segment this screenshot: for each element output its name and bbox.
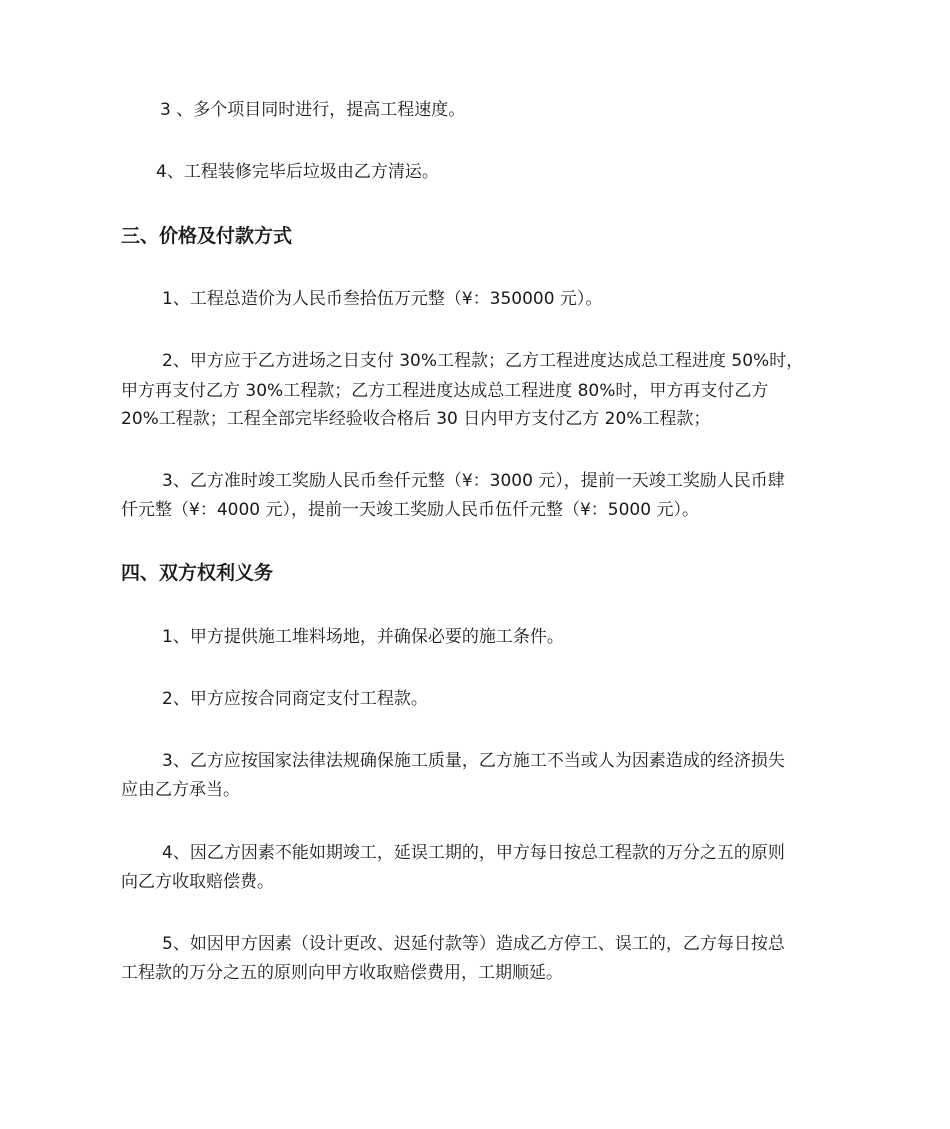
section-3-title: 三、价格及付款方式 xyxy=(121,225,293,247)
section-3-paragraph-2-line-1: 2、甲方应于乙方进场之日支付 30%工程款；乙方工程进度达成总工程进度 50%时， xyxy=(162,351,804,371)
section-3-paragraph-2-line-2: 甲方再支付乙方 30%工程款；乙方工程进度达成总工程进度 80%时，甲方再支付乙方 xyxy=(121,381,769,401)
section-4-paragraph-5-line-1: 5、如因甲方因素（设计更改、迟延付款等）造成乙方停工、误工的，乙方每日按总 xyxy=(162,934,785,954)
section-4-paragraph-5-line-2: 工程款的万分之五的原则向甲方收取赔偿费用，工期顺延。 xyxy=(121,963,563,983)
section-3-paragraph-2-line-3: 20%工程款；工程全部完毕经验收合格后 30 日内甲方支付乙方 20%工程款； xyxy=(121,409,711,429)
section-3-paragraph-1: 1、工程总造价为人民币叁拾伍万元整（¥：350000 元）。 xyxy=(162,289,603,309)
section-4-paragraph-4-line-2: 向乙方收取赔偿费。 xyxy=(121,872,274,892)
intro-item-3: 3 、多个项目同时进行，提高工程速度。 xyxy=(160,100,466,120)
section-3-paragraph-3-line-1: 3、乙方准时竣工奖励人民币叁仟元整（¥：3000 元），提前一天竣工奖励人民币肆 xyxy=(162,471,785,491)
section-4-paragraph-1: 1、甲方提供施工堆料场地，并确保必要的施工条件。 xyxy=(162,627,564,647)
section-4-paragraph-4-line-1: 4、因乙方因素不能如期竣工，延误工期的，甲方每日按总工程款的万分之五的原则 xyxy=(162,843,785,863)
section-4-paragraph-2: 2、甲方应按合同商定支付工程款。 xyxy=(162,689,428,709)
section-3-paragraph-3-line-2: 仟元整（¥：4000 元），提前一天竣工奖励人民币伍仟元整（¥：5000 元）。 xyxy=(121,500,699,520)
intro-item-4: 4、工程装修完毕后垃圾由乙方清运。 xyxy=(156,162,439,182)
section-4-paragraph-3-line-1: 3、乙方应按国家法律法规确保施工质量，乙方施工不当或人为因素造成的经济损失 xyxy=(162,751,785,771)
section-4-paragraph-3-line-2: 应由乙方承当。 xyxy=(121,780,240,800)
section-4-title: 四、双方权利义务 xyxy=(121,562,274,584)
